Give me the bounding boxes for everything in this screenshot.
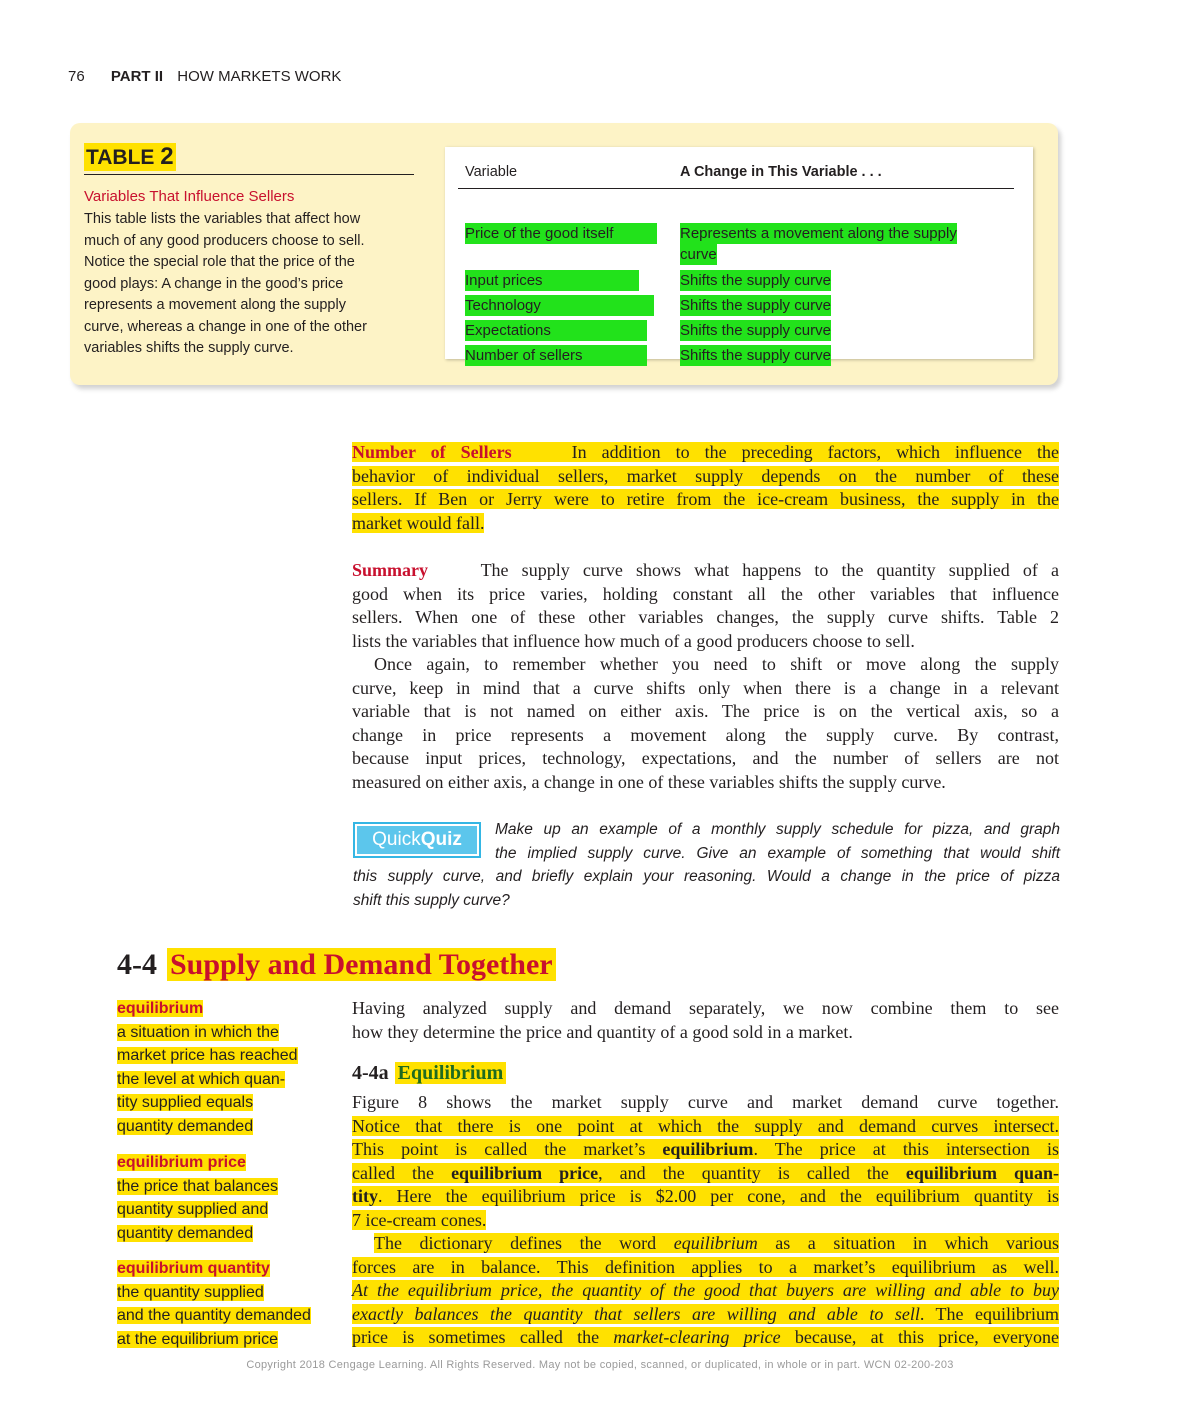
desc-line: variables shifts the supply curve. <box>84 340 294 356</box>
glossary-line: the quantity supplied <box>117 1283 264 1301</box>
line-text: as a situation in which various <box>757 1233 1059 1253</box>
glossary-line: quantity demanded <box>117 1117 254 1135</box>
table-subtitle: Variables That Influence Sellers <box>84 188 295 205</box>
para-line <box>352 488 1059 512</box>
para-line <box>352 1279 1059 1303</box>
line-text: called the <box>352 1162 452 1183</box>
glossary-line: tity supplied equals <box>117 1094 254 1111</box>
line-text: 7 ice-cream cones. <box>352 1209 487 1230</box>
line-text: The supply curve shows what happens to the quantity supplied of a <box>480 560 1059 580</box>
para-line <box>352 1162 1059 1186</box>
table-header <box>458 164 1014 189</box>
glossary-line: a situation in which the <box>117 1023 279 1041</box>
cell-effect-cont: curve <box>680 246 717 263</box>
line-text: In addition to the preceding factors, which influence the <box>571 442 1060 462</box>
para-line: curve, keep in mind that a curve shifts only when there is a change in a relevant <box>352 677 1059 698</box>
italic-term: market-clearing price <box>613 1327 781 1347</box>
line-text: because, at this price, everyone <box>780 1327 1059 1347</box>
desc-line: good plays: A change in the good’s price <box>84 275 344 292</box>
table-panel <box>445 147 1033 364</box>
italic-line: exactly balances the quantity that sellers are willing and able to sell <box>352 1303 920 1324</box>
line-text: . The price at this intersection is <box>753 1139 1059 1159</box>
summary-paragraph <box>352 559 1059 794</box>
table-2-box <box>70 123 1058 385</box>
caption-rule <box>84 174 414 175</box>
desc-line: curve, whereas a change in one of the other <box>84 318 367 335</box>
cell-effect: Represents a movement along the supply <box>680 225 957 242</box>
term-equilibrium-quantity: equilibrium quan- <box>905 1162 1060 1183</box>
page-number: 76 <box>68 68 85 85</box>
glossary-line: quantity demanded <box>117 1224 254 1242</box>
line-text: behavior of individual sellers, market supply depends on the number of these <box>352 465 1059 486</box>
line-text: sellers. If Ben or Jerry were to retire from the ice-cream business, the supply in the <box>352 489 1059 509</box>
italic-term: equilibrium <box>673 1233 758 1253</box>
subsection-number: 4-4a <box>352 1062 389 1084</box>
desc-line: much of any good producers choose to sell. <box>84 232 365 249</box>
section-number: 4-4 <box>117 948 157 981</box>
cell-variable: Input prices <box>465 270 639 291</box>
para-line: Having analyzed supply and demand separately, we now combine them to see <box>352 998 1059 1018</box>
para-line <box>352 1256 1059 1280</box>
line-text: . The equilibrium <box>919 1303 1059 1324</box>
line-text: Notice that there is one point at which the supply and demand curves intersect. <box>352 1115 1059 1136</box>
badge-quiz: Quiz <box>420 829 462 850</box>
desc-line: represents a movement along the supply <box>84 297 346 313</box>
para-line <box>352 1115 1059 1139</box>
glossary-term: equilibrium <box>117 1000 204 1017</box>
line-text: market would fall. <box>352 512 485 533</box>
para-line: measured on either axis, a change in one of these variables shifts the supply curve. <box>352 771 946 792</box>
glossary-term: equilibrium price <box>117 1154 246 1171</box>
glossary-term: equilibrium quantity <box>117 1260 270 1277</box>
equilibrium-paragraph <box>352 1091 1059 1350</box>
term-equilibrium: equilibrium <box>662 1139 754 1159</box>
glossary-line: the price that balances <box>117 1177 278 1195</box>
para-line: how they determine the price and quantity of a good sold in a market. <box>352 1021 853 1042</box>
quiz-line: this supply curve, and briefly explain your reasoning. Would a change in the price of pizza <box>353 868 1060 885</box>
table-label <box>84 143 176 171</box>
section-title: Supply and Demand Together <box>167 948 556 981</box>
glossary-entry <box>117 1257 311 1351</box>
table-label-text: TABLE <box>86 146 155 169</box>
part-title: HOW MARKETS WORK <box>177 68 342 85</box>
cell-effect: Shifts the supply curve <box>680 297 831 314</box>
copyright-footer: Copyright 2018 Cengage Learning. All Rights Reserved. May not be copied, scanned, or duplicated, in whole or in part. WCN 02-200-203 <box>246 1359 954 1371</box>
para-line: Once again, to remember whether you need to shift or move along the supply <box>374 654 1059 674</box>
section-heading <box>117 948 556 982</box>
cell-variable: Expectations <box>465 320 647 341</box>
para-line: sellers. When one of these other variables changes, the supply curve shifts. Table 2 <box>352 607 1059 627</box>
line-text: . Here the equilibrium price is $2.00 per cone, and the equilibrium quantity is <box>378 1186 1059 1206</box>
quiz-line: the implied supply curve. Give an example of something that would shift <box>495 844 1060 862</box>
badge-quick: Quick <box>372 829 421 850</box>
para-line <box>352 559 1059 583</box>
cell-effect: Shifts the supply curve <box>680 272 831 289</box>
desc-line: Notice the special role that the price of the <box>84 254 355 270</box>
cell-variable: Number of sellers <box>465 345 647 366</box>
para-line <box>352 1326 1059 1350</box>
table-description <box>84 209 414 360</box>
quiz-line: shift this supply curve? <box>353 891 510 909</box>
term-equilibrium-quantity-cont: tity <box>352 1186 378 1206</box>
cell-variable: Technology <box>465 295 654 316</box>
subsection-title: Equilibrium <box>395 1062 507 1084</box>
quick-quiz-badge <box>353 822 481 858</box>
line-text: price is sometimes called the <box>352 1327 614 1347</box>
para-line: change in price represents a movement along the supply curve. By contrast, <box>352 724 1059 745</box>
runin-heading: Summary <box>352 560 428 580</box>
line-text: forces are in balance. This definition applies to a market’s equilibrium as well. <box>352 1256 1059 1277</box>
glossary-line: and the quantity demanded <box>117 1307 311 1324</box>
glossary-entry <box>117 1151 278 1245</box>
para-line: lists the variables that influence how much of a good producers choose to sell. <box>352 630 915 651</box>
glossary-line: the level at which quan- <box>117 1070 286 1088</box>
running-header <box>68 68 341 85</box>
line-text: This point is called the market’s <box>352 1139 663 1159</box>
column-header-variable: Variable <box>465 164 518 180</box>
runin-heading: Number of Sellers <box>352 442 512 462</box>
para-line <box>352 441 1059 465</box>
quiz-line: Make up an example of a monthly supply schedule for pizza, and graph <box>495 821 1060 838</box>
para-line: because input prices, technology, expectations, and the number of sellers are not <box>352 748 1059 768</box>
para-line <box>352 1303 1059 1327</box>
desc-line: This table lists the variables that affect how <box>84 211 361 227</box>
glossary-line: at the equilibrium price <box>117 1330 278 1348</box>
cell-effect: Shifts the supply curve <box>680 322 831 339</box>
para-line <box>352 512 1059 536</box>
cell-variable: Price of the good itself <box>465 223 657 244</box>
glossary-line: quantity supplied and <box>117 1201 269 1218</box>
italic-line: At the equilibrium price, the quantity of the good that buyers are willing and able to buy <box>352 1280 1059 1300</box>
para-line: variable that is not named on either axis. The price is on the vertical axis, so a <box>352 701 1059 721</box>
term-equilibrium-price: equilibrium price <box>451 1162 599 1183</box>
para-line <box>352 465 1059 489</box>
number-of-sellers-paragraph <box>352 441 1059 535</box>
subsection-heading <box>352 1062 506 1085</box>
column-header-change: A Change in This Variable . . . <box>680 164 882 180</box>
table-number: 2 <box>160 143 174 170</box>
para-line <box>352 1138 1059 1162</box>
para-line <box>352 1209 1059 1233</box>
table-caption <box>84 143 414 360</box>
glossary-entry <box>117 997 298 1138</box>
para-line <box>352 1232 1059 1256</box>
cell-effect: Shifts the supply curve <box>680 347 831 364</box>
glossary-line: market price has reached <box>117 1047 298 1064</box>
para-line: Figure 8 shows the market supply curve and market demand curve together. <box>352 1092 1059 1112</box>
part-label: PART II <box>110 68 164 85</box>
para-line: good when its price varies, holding constant all the other variables that influence <box>352 583 1059 604</box>
line-text: The dictionary defines the word <box>374 1233 674 1253</box>
intro-paragraph <box>352 997 1059 1044</box>
quick-quiz-badge-inner <box>357 826 477 854</box>
line-text: , and the quantity is called the <box>598 1162 906 1183</box>
para-line <box>352 1185 1059 1209</box>
